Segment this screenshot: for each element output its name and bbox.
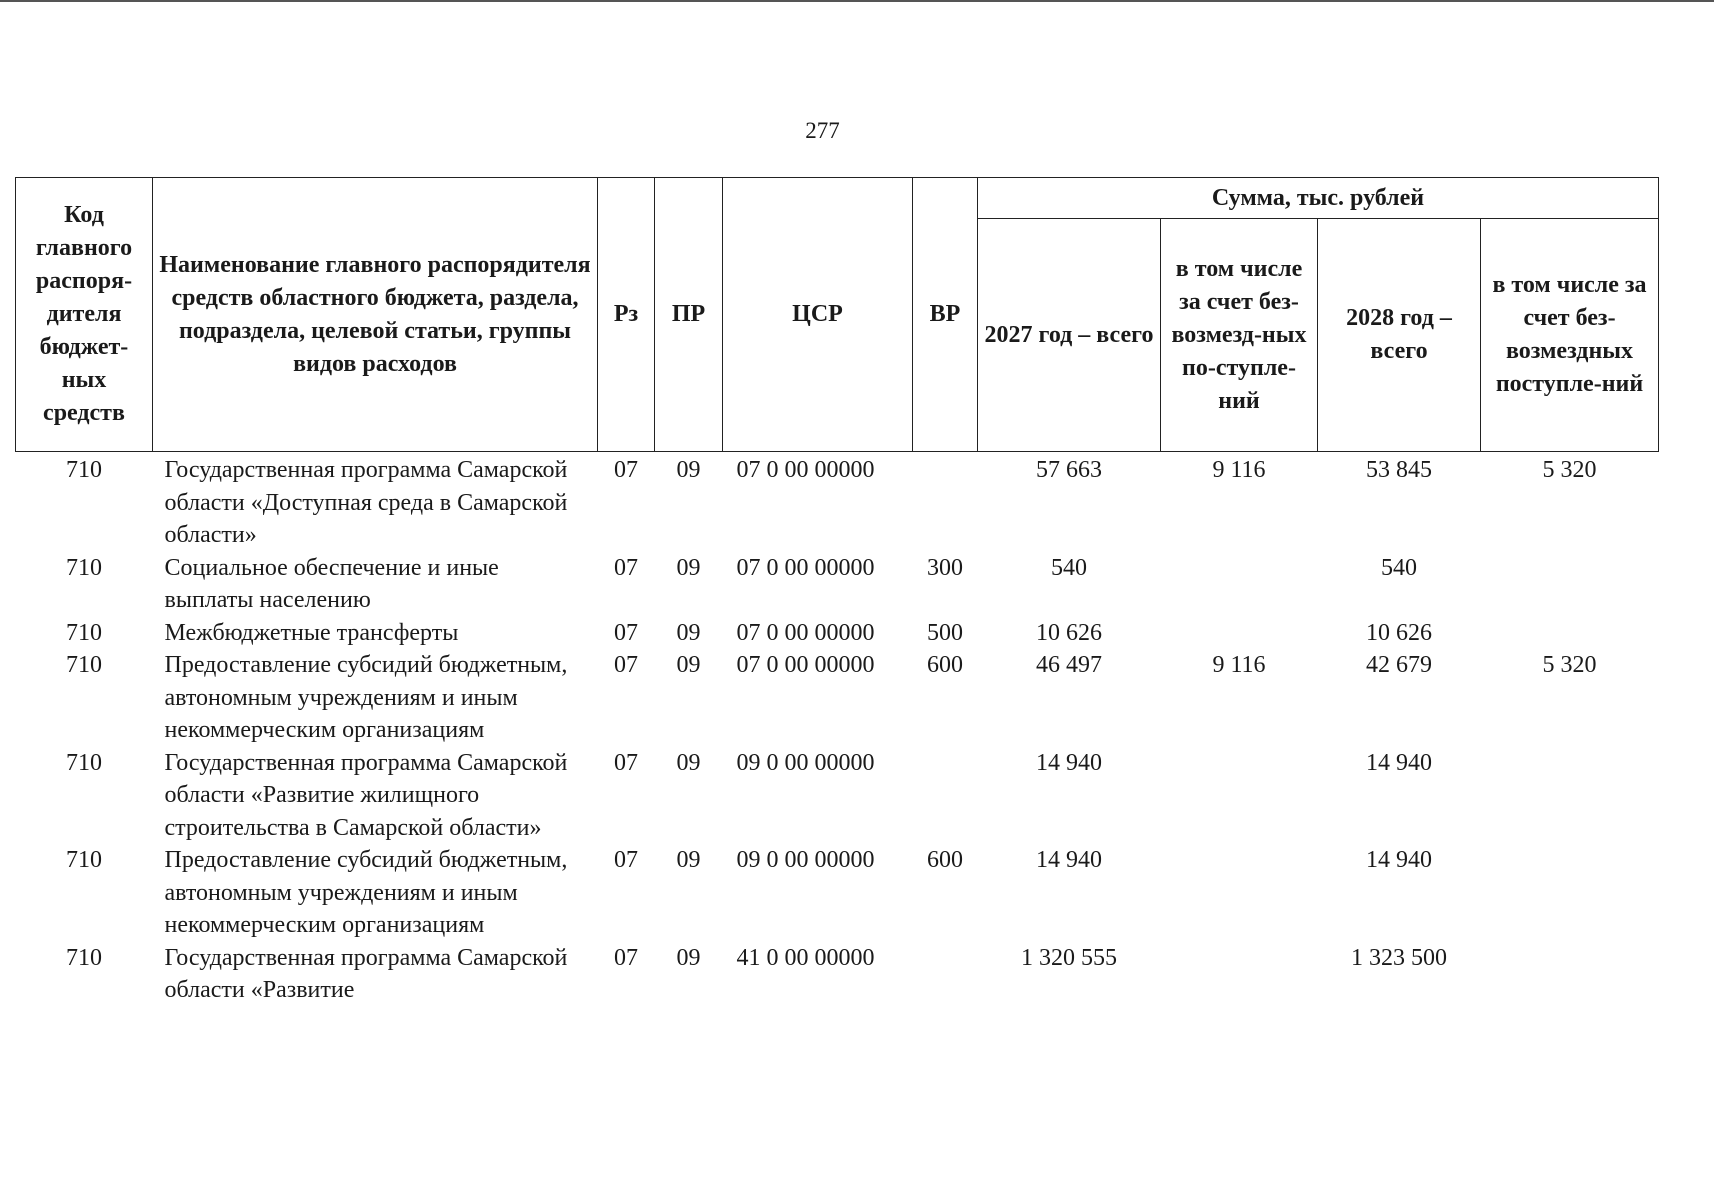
header-name: Наименование главного распорядителя средств областного бюджета, раздела, подраздела, целевой статьи, группы видов расходов <box>153 178 598 452</box>
table-row <box>16 942 1659 1007</box>
cell-code: 710 <box>66 652 102 678</box>
cell-2028-total: 540 <box>1381 554 1417 581</box>
cell-2027-free <box>1161 942 1318 1007</box>
cell-rz: 07 <box>614 457 638 483</box>
cell-pr: 09 <box>676 554 701 581</box>
cell-code: 710 <box>66 619 102 646</box>
cell-code: 710 <box>66 944 102 971</box>
header-pr: ПР <box>655 178 723 452</box>
cell-name: Государственная программа Самарской области «Развитие жилищного строительства в Самарской области» <box>164 749 568 841</box>
cell-2027-free <box>1161 617 1318 650</box>
header-rz: Рз <box>598 178 655 452</box>
cell-2028-free: 5 320 <box>1542 457 1597 483</box>
page-number: 277 <box>805 118 840 143</box>
cell-2027-free <box>1161 552 1318 617</box>
cell-rz: 07 <box>614 554 638 581</box>
table-row <box>16 552 1659 617</box>
cell-2027-free: 9 116 <box>1212 652 1266 678</box>
cell-csr: 07 0 00 00000 <box>736 619 875 646</box>
cell-rz: 07 <box>614 847 638 873</box>
cell-2027-free <box>1161 747 1318 845</box>
header-2028-total: 2028 год – всего <box>1318 219 1481 452</box>
cell-2028-free <box>1481 617 1659 650</box>
header-2027-free: в том числе за счет без-возмезд-ных по-ступле-ний <box>1161 219 1318 452</box>
cell-2027-total: 1 320 555 <box>1021 944 1117 971</box>
cell-2028-total: 42 679 <box>1366 652 1432 678</box>
table-row <box>16 649 1659 747</box>
cell-csr: 07 0 00 00000 <box>736 554 875 581</box>
cell-rz: 07 <box>614 944 638 971</box>
cell-2027-free: 9 116 <box>1212 457 1266 483</box>
table-row <box>16 747 1659 845</box>
cell-pr: 09 <box>676 457 701 483</box>
header-csr: ЦСР <box>723 178 913 452</box>
cell-csr: 09 0 00 00000 <box>736 847 875 873</box>
cell-2027-total: 46 497 <box>1036 652 1102 678</box>
cell-name: Государственная программа Самарской области «Развитие <box>164 944 568 1003</box>
cell-name: Предоставление субсидий бюджетным, автономным учреждениям и иным некоммерческим организациям <box>164 652 568 743</box>
cell-2028-free <box>1481 552 1659 617</box>
cell-name: Государственная программа Самарской области «Доступная среда в Самарской области» <box>164 457 568 548</box>
cell-csr: 07 0 00 00000 <box>736 652 875 678</box>
cell-vr <box>913 942 978 1007</box>
cell-2027-free <box>1161 844 1318 942</box>
table-body <box>16 452 1659 1007</box>
cell-vr: 500 <box>927 619 963 646</box>
cell-code: 710 <box>66 847 102 873</box>
header-code: Код главного распоря-дителя бюджет-ных средств <box>16 178 153 452</box>
cell-pr: 09 <box>676 652 701 678</box>
table-row <box>16 844 1659 942</box>
cell-name: Социальное обеспечение и иные выплаты населению <box>164 554 499 613</box>
header-vr: ВР <box>913 178 978 452</box>
cell-vr: 600 <box>927 847 963 873</box>
cell-2028-free <box>1481 747 1659 845</box>
table-header <box>16 178 1659 452</box>
cell-rz: 07 <box>614 619 638 646</box>
cell-2028-free: 5 320 <box>1542 652 1597 678</box>
cell-2028-free <box>1481 942 1659 1007</box>
cell-csr: 41 0 00 00000 <box>736 944 875 971</box>
top-rule <box>0 0 1714 2</box>
cell-2028-total: 1 323 500 <box>1351 944 1447 971</box>
cell-2027-total: 540 <box>1051 554 1087 581</box>
cell-code: 710 <box>66 749 102 776</box>
cell-2027-total: 14 940 <box>1036 749 1102 776</box>
cell-2028-total: 14 940 <box>1366 749 1432 776</box>
header-2027-total: 2027 год – всего <box>978 219 1161 452</box>
cell-2028-total: 14 940 <box>1366 847 1432 873</box>
cell-pr: 09 <box>676 619 701 646</box>
cell-code: 710 <box>66 457 102 483</box>
cell-pr: 09 <box>676 749 701 776</box>
cell-name: Межбюджетные трансферты <box>164 619 459 646</box>
cell-vr <box>913 747 978 845</box>
cell-2027-total: 14 940 <box>1036 847 1102 873</box>
cell-rz: 07 <box>614 749 638 776</box>
cell-rz: 07 <box>614 652 638 678</box>
cell-vr: 600 <box>927 652 963 678</box>
cell-2028-free <box>1481 844 1659 942</box>
table-row <box>16 452 1659 552</box>
cell-csr: 09 0 00 00000 <box>736 749 875 776</box>
cell-2028-total: 53 845 <box>1366 457 1432 483</box>
cell-code: 710 <box>66 554 102 581</box>
table-row <box>16 617 1659 650</box>
cell-vr <box>913 452 978 552</box>
cell-csr: 07 0 00 00000 <box>736 457 875 483</box>
cell-pr: 09 <box>676 847 701 873</box>
budget-table <box>15 177 1659 1007</box>
cell-pr: 09 <box>676 944 701 971</box>
cell-2028-total: 10 626 <box>1366 619 1432 646</box>
header-2028-free: в том числе за счет без-возмездных поступле-ний <box>1481 219 1659 452</box>
cell-2027-total: 57 663 <box>1036 457 1102 483</box>
header-sum-group: Сумма, тыс. рублей <box>978 178 1659 219</box>
cell-2027-total: 10 626 <box>1036 619 1102 646</box>
cell-name: Предоставление субсидий бюджетным, автономным учреждениям и иным некоммерческим организациям <box>164 847 568 938</box>
cell-vr: 300 <box>927 554 963 581</box>
